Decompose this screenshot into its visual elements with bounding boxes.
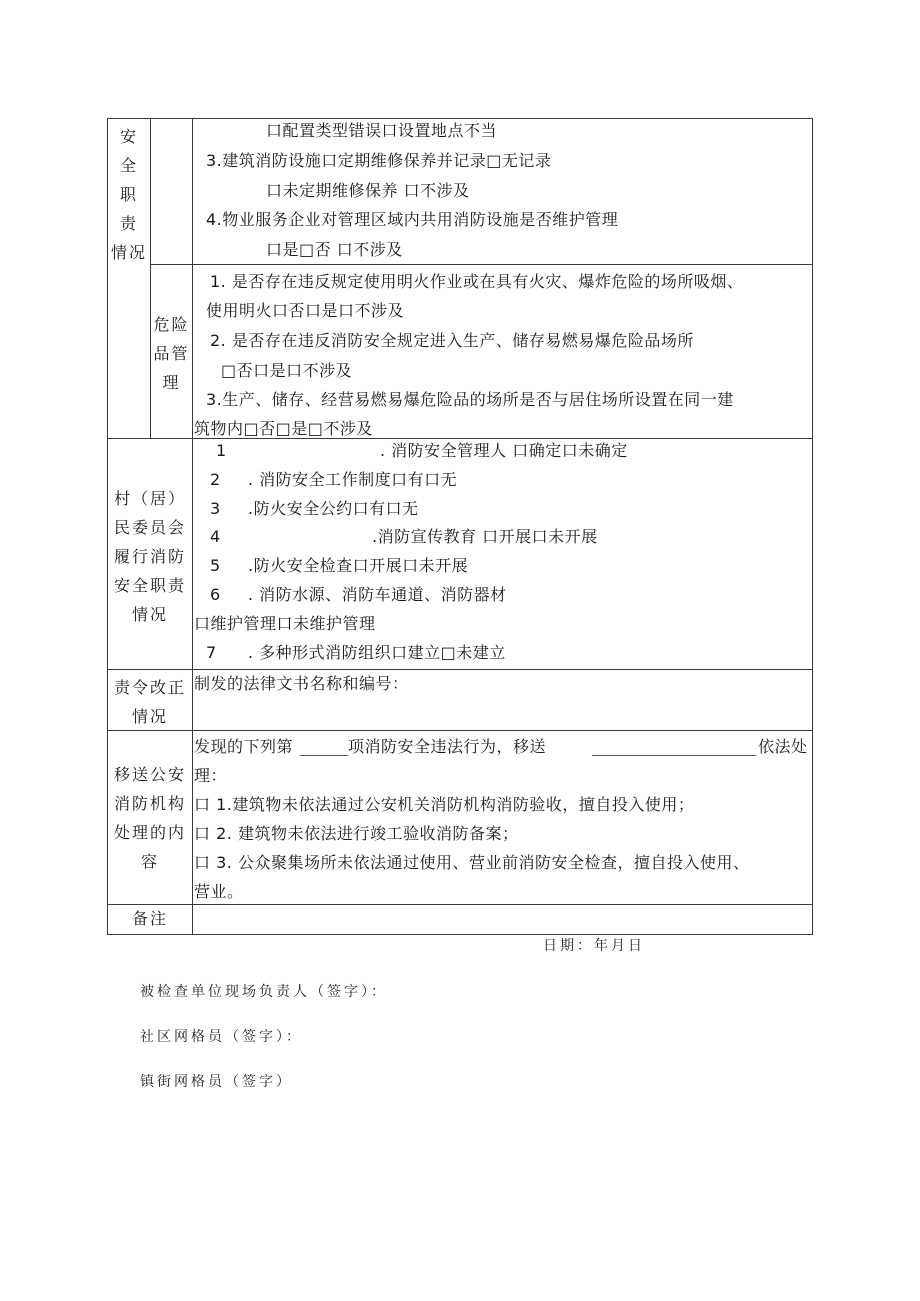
hazard-label [151, 310, 192, 397]
village-label-line: 村（居） [113, 489, 186, 508]
divider-transfer-top [107, 730, 813, 731]
transfer-label-line: 移送公安 [113, 765, 186, 784]
village-item-text: . 多种形式消防组织口建立□未建立 [248, 643, 506, 662]
signature-town-grid: 镇街网格员（签字） [140, 1074, 293, 1090]
transfer-intro-a: 发现的下列第 [194, 737, 294, 756]
hazard-line: 2. 是否存在违反消防安全规定进入生产、储存易燃易爆危险品场所 [210, 331, 694, 350]
hazard-line: 1. 是否存在违反规定使用明火作业或在具有火灾、爆炸危险的场所吸烟、 [210, 272, 744, 291]
safety-duty-label-line: 职 责 [119, 185, 138, 233]
transfer-label-line: 处理的内 [113, 823, 186, 842]
village-item-num: 2 [210, 470, 221, 489]
transfer-blank-agency [592, 755, 756, 756]
village-item-num: 6 [210, 585, 221, 604]
safety-duty-label-line: 情况 [110, 243, 147, 262]
hazard-line: 使用明火口否口是口不涉及 [206, 301, 405, 320]
divider-col-b-top [192, 118, 193, 265]
remarks-label: 备注 [131, 909, 168, 928]
village-item-text: .防火安全检查口开展口未开展 [248, 556, 469, 575]
date-line: 日期：年月日 [543, 938, 645, 954]
transfer-blank-item [300, 755, 348, 756]
village-label-line: 履行消防 [113, 547, 186, 566]
safety-line: 3.建筑消防设施口定期维修保养并记录□无记录 [206, 151, 552, 170]
transfer-label-line: 消防机构 [113, 794, 186, 813]
divider-col-b-bottom [192, 438, 193, 935]
transfer-intro-c: 依法处 [758, 737, 808, 756]
safety-duty-label [108, 122, 150, 267]
rectify-text: 制发的法律文书名称和编号： [194, 674, 409, 693]
village-item-num: 7 [206, 643, 217, 662]
safety-line: 口未定期维修保养 口不涉及 [266, 181, 470, 200]
transfer-item: 口 1.建筑物未依法通过公安机关消防机构消防验收，擅自投入使用； [194, 795, 695, 814]
safety-line: 4.物业服务企业对管理区域内共用消防设施是否维护管理 [206, 210, 619, 229]
table-border-bottom [107, 934, 813, 935]
village-item-cont: 口维护管理口未维护管理 [194, 614, 376, 633]
transfer-intro-b: 项消防安全违法行为，移送 [348, 737, 547, 756]
transfer-item: 口 3. 公众聚集场所未依法通过使用、营业前消防安全检查，擅自投入使用、 [194, 853, 750, 872]
transfer-intro-cont: 理： [194, 766, 228, 785]
divider-col-b-hazard [192, 264, 193, 439]
hazard-line: □否口是口不涉及 [221, 361, 353, 380]
village-label-line: 民委员会 [113, 518, 186, 537]
transfer-label-line: 容 [140, 852, 159, 871]
village-item-text: . 消防安全管理人 口确定口未确定 [380, 441, 628, 460]
table-border-top [107, 118, 813, 119]
hazard-label-line: 危险 [153, 315, 190, 334]
village-item-num: 3 [210, 499, 221, 518]
village-label-line: 安全职责 [113, 576, 186, 595]
signature-community-grid: 社区网格员（签字）： [140, 1029, 303, 1045]
village-item-text: .消防宣传教育 口开展口未开展 [372, 527, 598, 546]
rectify-label-line: 情况 [131, 707, 168, 726]
transfer-item: 口 2. 建筑物未依法进行竣工验收消防备案； [194, 824, 519, 843]
transfer-label [108, 760, 192, 876]
village-item-num: 4 [210, 527, 221, 546]
divider-remarks-top [107, 904, 813, 905]
table-border-right [812, 118, 813, 935]
village-label-line: 情况 [131, 605, 168, 624]
hazard-label-line: 品管 [153, 344, 190, 363]
village-item-text: .防火安全公约口有口无 [248, 499, 419, 518]
signature-unit-lead: 被检查单位现场负责人（签字）： [140, 984, 388, 1000]
safety-line: 口是□否 口不涉及 [266, 240, 403, 259]
village-item-num: 5 [210, 556, 221, 575]
hazard-line: 3.生产、储存、经营易燃易爆危险品的场所是否与居住场所设置在同一建 [206, 390, 734, 409]
village-item-text: . 消防安全工作制度口有口无 [248, 470, 458, 489]
rectify-label [108, 673, 192, 731]
village-item-text: . 消防水源、消防车通道、消防器材 [248, 585, 507, 604]
hazard-line: 筑物内□否□是□不涉及 [194, 419, 373, 438]
divider-hazard-top [150, 264, 813, 265]
transfer-item-cont: 营业。 [194, 882, 244, 901]
village-label [108, 484, 192, 629]
divider-rectify-top [107, 669, 813, 670]
village-item-num: 1 [216, 441, 227, 460]
safety-line: 口配置类型错误口设置地点不当 [266, 121, 498, 140]
safety-duty-label-line: 安 全 [119, 127, 138, 175]
rectify-label-line: 责令改正 [113, 678, 186, 697]
hazard-label-line: 理 [162, 373, 181, 392]
